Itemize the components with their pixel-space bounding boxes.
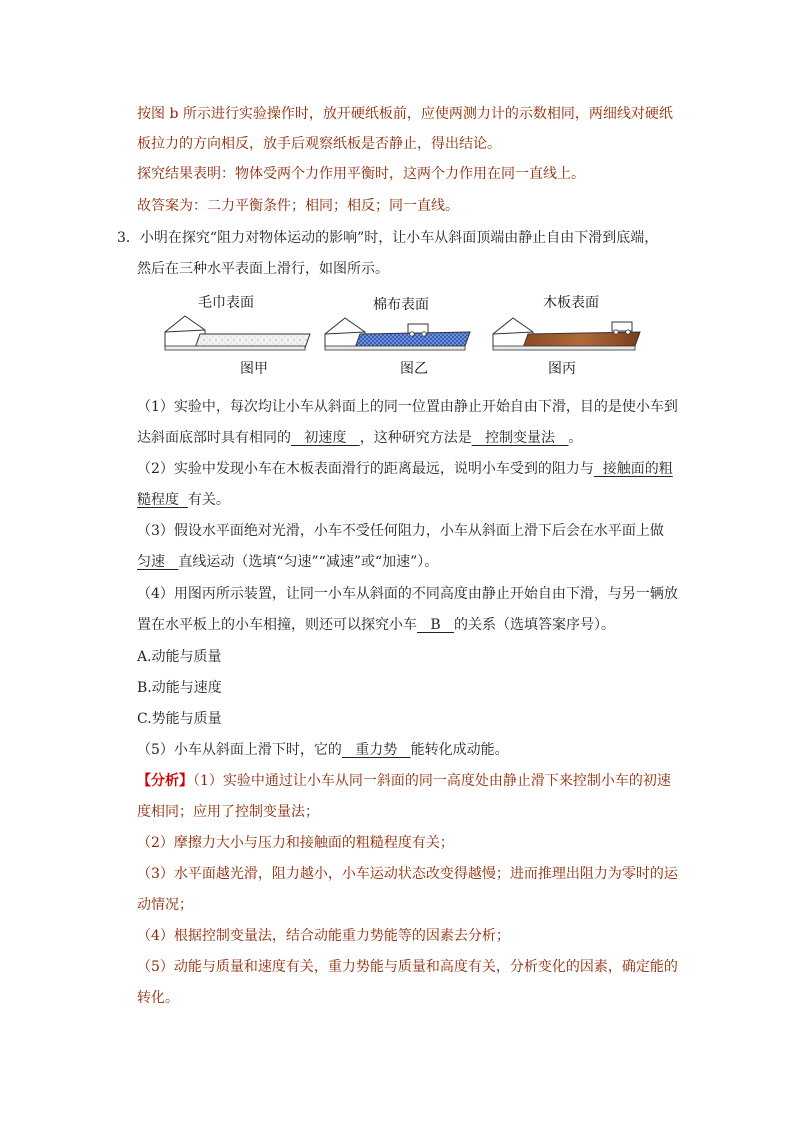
q4-line-a: （4）用图丙所示装置，让同一小车从斜面的不同高度由静止开始自由下滑，与另一辆放 <box>137 586 678 602</box>
summary-line-1a: 按图 b 所示进行实验操作时，放开硬纸板前，应使两测力计的示数相同，两细线对硬纸 <box>137 106 673 122</box>
q1-answer-2: 控制变量法 <box>471 430 569 446</box>
figure-drawings <box>160 290 660 360</box>
question-stem-1: 小明在探究“阻力对物体运动的影响”时，让小车从斜面顶端由静止自由下滑到底端， <box>139 230 659 246</box>
q4-line-b <box>137 615 615 635</box>
q2-text-end: 有关。 <box>187 492 230 508</box>
q5-line <box>137 740 509 760</box>
q2-text-pre: （2）实验中发现小车在木板表面滑行的距离最远，说明小车受到的阻力与 <box>137 461 594 477</box>
option-a: A.动能与质量 <box>137 649 222 665</box>
q1-text-end: 。 <box>568 430 583 446</box>
q5-text-end: 能转化成动能。 <box>410 742 509 758</box>
summary-line-3: 故答案为：二力平衡条件；相同；相反；同一直线。 <box>137 198 459 214</box>
q1-answer-1: 初速度 <box>291 430 360 446</box>
q2-answer-a: 接触面的粗 <box>593 461 673 477</box>
q1-text-pre: 达斜面底部时具有相同的 <box>137 430 291 446</box>
analysis-line-3a: （3）水平面越光滑，阻力越小，小车运动状态改变得越慢；进而推理出阻力为零时的运 <box>137 866 678 882</box>
question-stem-2: 然后在三种水平表面上滑行，如图所示。 <box>137 261 389 277</box>
q2-line-a <box>137 459 673 479</box>
analysis-text-1a: （1）实验中通过让小车从同一斜面的同一高度处由静止滑下来控制小车的初速 <box>193 773 671 789</box>
q2-line-b <box>137 490 230 510</box>
option-b: B.动能与速度 <box>137 680 222 696</box>
experiment-figure <box>160 290 660 380</box>
q5-text-pre: （5）小车从斜面上滑下时，它的 <box>137 742 342 758</box>
figure-caption-jia: 图甲 <box>240 361 268 377</box>
q4-text-pre: 置在水平板上的小车相撞，则还可以探究小车 <box>137 617 417 633</box>
analysis-line-5a: （5）动能与质量和速度有关，重力势能与质量和高度有关，分析变化的因素，确定能的 <box>137 959 678 975</box>
analysis-line-3b: 动情况； <box>137 897 193 913</box>
question-number: 3． <box>117 230 140 246</box>
q3-answer: 匀速 <box>137 554 179 570</box>
q2-answer-b: 糙程度 <box>137 492 188 508</box>
panel-towel <box>165 316 310 350</box>
figure-caption-bing: 图丙 <box>548 361 576 377</box>
q1-line-a: （1）实验中，每次均让小车从斜面上的同一位置由静止开始自由下滑，目的是使小车到 <box>137 399 678 415</box>
figure-title-wood: 木板表面 <box>543 295 599 311</box>
summary-line-1b: 板拉力的方向相反，放手后观察纸板是否静止，得出结论。 <box>137 136 501 152</box>
q4-answer: B <box>417 617 454 633</box>
q1-text-mid: ，这种研究方法是 <box>359 430 472 446</box>
panel-cotton <box>325 318 470 350</box>
analysis-line-5b: 转化。 <box>137 990 179 1006</box>
figure-title-towel: 毛巾表面 <box>198 295 254 311</box>
summary-line-2: 探究结果表明：物体受两个力作用平衡时，这两个力作用在同一直线上。 <box>137 166 585 182</box>
q5-answer: 重力势 <box>341 742 411 758</box>
analysis-line-4: （4）根据控制变量法，结合动能重力势能等的因素去分析； <box>137 928 510 944</box>
figure-caption-yi: 图乙 <box>400 361 428 377</box>
q3-line-a: （3）假设水平面绝对光滑，小车不受任何阻力，小车从斜面上滑下后会在水平面上做 <box>137 523 664 539</box>
figure-title-cotton: 棉布表面 <box>373 297 429 313</box>
analysis-tag: 【分析】 <box>137 773 193 789</box>
q3-line-b <box>137 552 438 572</box>
option-c: C.势能与质量 <box>137 711 222 727</box>
analysis-line-1b: 度相同；应用了控制变量法； <box>137 804 319 820</box>
panel-wood <box>493 318 640 350</box>
q1-line-b <box>137 428 582 448</box>
analysis-line-2: （2）摩擦力大小与压力和接触面的粗糙程度有关； <box>137 835 454 851</box>
question-stem-line-1 <box>117 228 658 248</box>
q4-text-end: 的关系（选填答案序号）。 <box>454 617 615 633</box>
q3-text-end: 直线运动（选填“匀速”“减速”或“加速”）。 <box>178 554 439 570</box>
analysis-line-1a <box>137 771 671 791</box>
